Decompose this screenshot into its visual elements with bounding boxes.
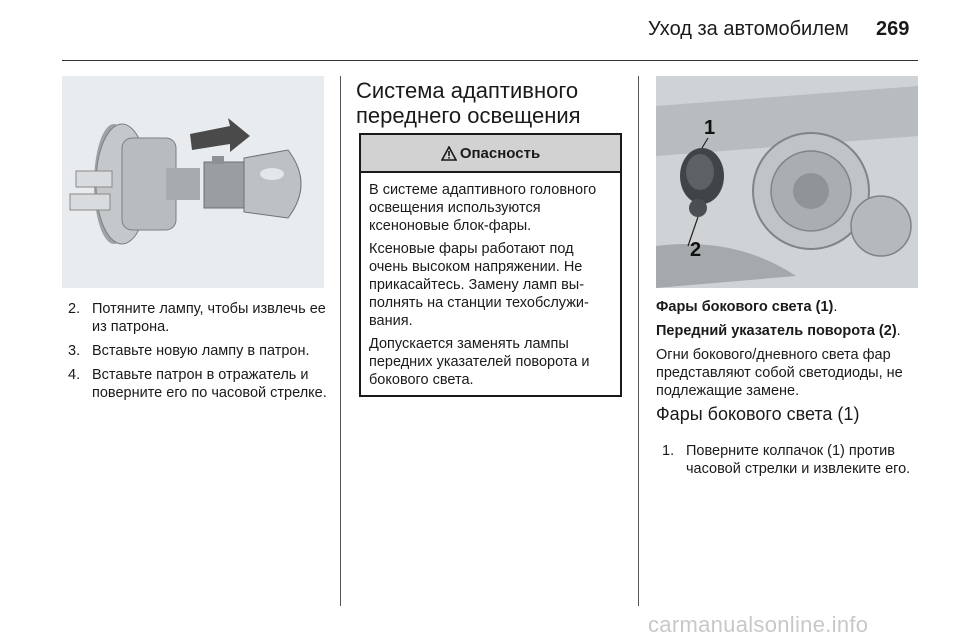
- page-number: 269: [876, 18, 910, 40]
- caption-side-light: Фары бокового света (1).: [656, 299, 838, 315]
- danger-heading: Опасность: [361, 135, 620, 173]
- header-rule: [62, 60, 918, 61]
- side-light-steps: [662, 442, 924, 484]
- danger-box: [359, 133, 622, 397]
- list-item: 3. Вставьте новую лампу в патрон.: [68, 343, 310, 359]
- arrow-right-icon: [190, 118, 250, 152]
- page-header-title: Уход за автомобилем: [648, 18, 849, 40]
- figure-label-1: 1: [704, 117, 716, 139]
- danger-paragraph: В системе адаптивного головного освещения используются ксеноновые блок-фары.: [369, 182, 597, 234]
- bulb-holder-illustration: [62, 76, 324, 288]
- list-item: 2. Потяните лампу, чтобы извлечь ее из патрона.: [68, 301, 326, 335]
- column-divider-left: [340, 76, 341, 606]
- column-divider-right: [638, 76, 639, 606]
- warning-triangle-icon: [441, 146, 457, 161]
- watermark: carmanualsonline.info: [648, 612, 869, 637]
- list-item: 4. Вставьте патрон в отражатель и поверните его по часовой стрелке.: [68, 367, 327, 401]
- danger-paragraph: Ксеновые фары работают под очень высоком напряжении. Не прикасайтесь. Замену ламп выполнять на станции техобслуживания.: [369, 241, 589, 329]
- figure-label-2: 2: [690, 239, 702, 261]
- subheading-side-light: Фары бокового света (1): [656, 404, 860, 424]
- bulb-replacement-steps: [68, 300, 330, 408]
- headlamp-illustration: [656, 76, 918, 288]
- section-title: Система адаптивного переднего освещения: [356, 78, 581, 128]
- danger-paragraph: Допускается заменять лампы передних указателей поворота и бокового света.: [369, 336, 590, 388]
- caption-turn-signal: Передний указатель поворота (2).: [656, 323, 901, 339]
- caption-led-note: Огни бокового/дневного света фар представляют собой светодиоды, не подлежащие замене.: [656, 347, 903, 399]
- list-item: 1. Поверните колпачок (1) против часовой стрелки и извлеките его.: [662, 443, 911, 477]
